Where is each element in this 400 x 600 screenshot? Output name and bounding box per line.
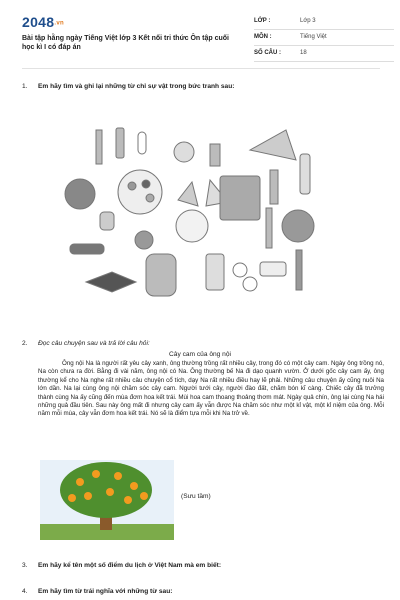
meta-label: LỚP : [254, 18, 271, 24]
lightbulb-icon [174, 142, 194, 162]
meta-value: Tiếng Việt [300, 34, 327, 40]
logo-suffix: .vn [54, 20, 64, 27]
orange-tree-illustration [40, 460, 174, 540]
globe-icon [282, 210, 314, 242]
question-number: 1. [22, 83, 28, 90]
header-divider [22, 68, 380, 69]
story-body [38, 360, 384, 419]
worksheet-meta [254, 14, 394, 62]
backpack-icon [146, 254, 176, 296]
tube-icon [210, 144, 220, 166]
pen-icon [116, 128, 124, 158]
question-number: 4. [22, 588, 28, 595]
compass-icon [178, 182, 198, 206]
logo-text: 2048 [22, 14, 55, 30]
meta-value: 18 [300, 50, 307, 56]
glue-stick-icon [70, 244, 104, 254]
school-supplies-illustration [60, 120, 330, 340]
paperclip-icon [138, 132, 146, 154]
pencil-icon [96, 130, 102, 164]
scissors-icon [233, 263, 247, 277]
question-text: Em hãy kể tên một số điểm du lịch ở Việt Nam mà em biết: [38, 562, 222, 569]
paintbrush-icon [296, 250, 302, 290]
palette-icon [118, 170, 162, 214]
meta-row-class [254, 14, 394, 30]
pencil-2-icon [266, 208, 272, 248]
alarm-clock-icon [176, 210, 208, 242]
question-number: 2. [22, 340, 28, 347]
worksheet-header [22, 8, 380, 64]
question-number: 3. [22, 562, 28, 569]
bell-icon [100, 212, 114, 230]
book-icon [220, 176, 260, 220]
meta-label: SỐ CÂU : [254, 50, 281, 56]
worksheet-title: Bài tập hằng ngày Tiếng Việt lớp 3 Kết nối tri thức Ôn tập cuối học kì I có đáp án [22, 35, 229, 51]
story-source: (Sưu tầm) [181, 493, 211, 500]
meta-value: Lớp 3 [300, 18, 316, 24]
story-title: Cây cam của ông nội [169, 351, 231, 358]
question-text: Em hãy tìm từ trái nghĩa với những từ sau: [38, 588, 173, 595]
crayon-icon [270, 170, 278, 204]
question-text: Em hãy tìm và ghi lại những từ chỉ sự vật trong bức tranh sau: [38, 83, 235, 90]
paint-box-icon [260, 262, 286, 276]
ruler-icon [250, 130, 296, 160]
test-tube-icon [300, 154, 310, 194]
graduation-cap-icon [86, 272, 136, 292]
meta-row-subject [254, 30, 394, 46]
apple-icon [135, 231, 153, 249]
question-text: Đọc câu chuyện sau và trả lời câu hỏi: [38, 340, 150, 347]
pencil-cup-icon [206, 254, 224, 290]
story-paragraph: Ông nội Na là người rất yêu cây xanh, ông thường trồng rất nhiều cây, trong đó có một cây cam. Ngày ông trồng nó, Na còn chưa ra đời. Bằng đi vài năm, ông nội có Na. Ông thường bế Na đi dạo quanh vườn. Ở dưới gốc cây cam ấy, ông thường kể cho Na nghe rất nhiều câu chuyện cổ tích, dạy Na rất nhiều điều hay lẽ phải. Những câu chuyện ấy cũng nuôi Na lớn dần. Na lại cùng ông nội chăm sóc cây cam. Người tưới cây, người đào đất, chăm bón kĩ càng. Chiếc cây đã trưởng thành cùng Na ấy cũng đến mùa đơm hoa kết trái. Mùi hoa cam thoang thoảng thơm mát. Ngày quả chín, ông lại cùng Na hái những quả đầu tiên. Sau này ông mất đi nhưng cây cam ấy vẫn được Na chăm sóc như một kỉ vật, một kỉ niệm của ông. Mỗi năm mỗi mùa, cây vẫn đơm hoa kết trái. Nó sẽ là điểm tựa mỗi khi Na trở về. [38, 360, 384, 418]
basketball-icon [65, 179, 95, 209]
meta-label: MÔN : [254, 34, 272, 40]
meta-row-count [254, 46, 394, 62]
site-logo[interactable] [22, 14, 64, 30]
